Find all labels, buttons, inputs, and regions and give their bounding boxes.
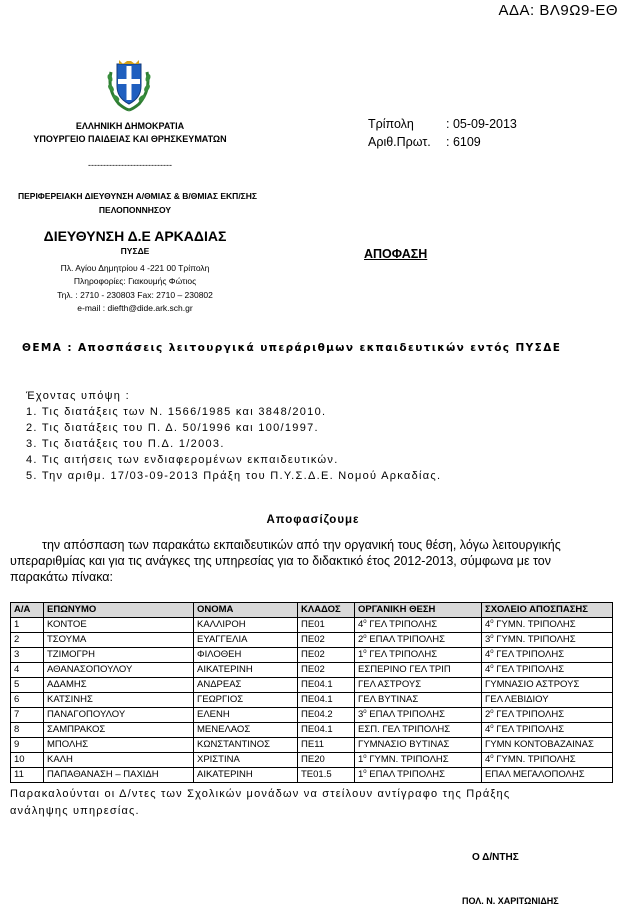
cell-secondment-school-text: ΓΕΛ ΤΡΙΠΟΛΗΣ [493, 649, 565, 660]
col-header-branch: ΚΛΑΔΟΣ [298, 603, 355, 618]
consideration-item: 5. Την αριθμ. 17/03-09-2013 Πράξη του Π.Υ.Σ.Δ.Ε. Νομού Αρκαδίας. [26, 470, 442, 482]
cell-secondment-school-text: ΓΕΛ ΤΡΙΠΟΛΗΣ [493, 664, 565, 675]
cell-organic-post-ordinal: 1 [358, 754, 364, 765]
col-header-name: ΟΝΟΜΑ [194, 603, 298, 618]
cell-aa: 8 [11, 723, 44, 738]
cell-secondment-school-text: ΓΥΜΝ. ΤΡΙΠΟΛΗΣ [493, 754, 576, 765]
footnote [10, 786, 614, 820]
cell-organic-post-ordinal: 1 [358, 649, 364, 660]
cell-name: ΓΕΩΡΓΙΟΣ [194, 693, 298, 708]
issuer-ministry: ΥΠΟΥΡΓΕΙΟ ΠΑΙΔΕΙΑΣ ΚΑΙ ΘΡΗΣΚΕΥΜΑΤΩΝ [33, 134, 227, 144]
cell-organic-post-text: ΕΠΑΛ ΤΡΙΠΟΛΗΣ [366, 634, 446, 645]
cell-name: ΕΥΑΓΓΕΛΙΑ [194, 633, 298, 648]
cell-aa: 11 [11, 768, 44, 783]
cell-surname: ΑΔΑΜΗΣ [44, 678, 194, 693]
cell-name: ΚΩΝΣΤΑΝΤΙΝΟΣ [194, 738, 298, 753]
cell-secondment-school [482, 723, 613, 738]
intro-line-2: υπεραριθμίας και για τις ανάγκες της υπηρεσίας για το διδακτικό έτος 2012-2013, σύμφωνα με τον [10, 554, 551, 568]
cell-surname: ΤΣΟΥΜΑ [44, 633, 194, 648]
cell-organic-post [355, 633, 482, 648]
cell-organic-post-text: ΓΕΛ ΤΡΙΠΟΛΗΣ [366, 619, 438, 630]
cell-name: ΦΙΛΟΘΕΗ [194, 648, 298, 663]
considerations-list [26, 388, 441, 484]
cell-organic-post-text: ΓΕΛ ΒΥΤΙΝΑΣ [358, 694, 419, 705]
cell-secondment-school-text: ΓΕΛ ΤΡΙΠΟΛΗΣ [493, 724, 565, 735]
cell-surname: ΚΑΤΣΙΝΗΣ [44, 693, 194, 708]
cell-organic-post-ordinal: 3 [358, 709, 364, 720]
cell-secondment-school-ordinal: 4 [485, 724, 491, 735]
intro-line-1: την απόσπαση των παρακάτω εκπαιδευτικών από την οργανική τους θέση, λόγω λειτουργικής [42, 538, 561, 552]
cell-aa: 5 [11, 678, 44, 693]
cell-organic-post-ordinal: 4 [358, 619, 364, 630]
protocol-label: Αριθ.Πρωτ. [368, 135, 431, 149]
cell-secondment-school-text: ΓΕΛ ΤΡΙΠΟΛΗΣ [493, 709, 565, 720]
cell-organic-post-text: ΓΥΜΝΑΣΙΟ ΒΥΤΙΝΑΣ [358, 739, 450, 750]
cell-branch: ΠΕ11 [298, 738, 355, 753]
cell-secondment-school [482, 768, 613, 783]
cell-secondment-school [482, 738, 613, 753]
cell-organic-post [355, 768, 482, 783]
cell-branch: ΠΕ02 [298, 663, 355, 678]
col-header-secondment-school: ΣΧΟΛΕΙΟ ΑΠΟΣΠΑΣΗΣ [482, 603, 613, 618]
cell-organic-post [355, 618, 482, 633]
cell-secondment-school [482, 663, 613, 678]
cell-aa: 2 [11, 633, 44, 648]
decision-intro [10, 537, 612, 585]
cell-name: ΑΝΔΡΕΑΣ [194, 678, 298, 693]
table-row [11, 723, 613, 738]
cell-secondment-school-text: ΕΠΑΛ ΜΕΓΑΛΟΠΟΛΗΣ [485, 769, 585, 780]
cell-branch: ΤΕ01.5 [298, 768, 355, 783]
decide-heading: Αποφασίζουμε [266, 514, 360, 526]
cell-branch: ΠΕ02 [298, 648, 355, 663]
place-label: Τρίπολη [368, 117, 414, 131]
considerations-heading: Έχοντας υπόψη : [26, 390, 130, 402]
cell-aa: 9 [11, 738, 44, 753]
cell-organic-post-text: ΕΠΑΛ ΤΡΙΠΟΛΗΣ [366, 769, 446, 780]
ordinal-suffix: ο [363, 618, 367, 625]
footnote-line-1: Παρακαλούνται οι Δ/ντες των Σχολικών μονάδων να στείλουν αντίγραφο της Πράξης [10, 788, 511, 800]
cell-organic-post [355, 723, 482, 738]
table-row [11, 708, 613, 723]
place-date [368, 117, 517, 131]
cell-organic-post [355, 708, 482, 723]
regional-directorate-line2: ΠΕΛΟΠΟΝΝΗΣΟΥ [98, 205, 172, 215]
cell-secondment-school-text: ΓΥΜΝ. ΤΡΙΠΟΛΗΣ [493, 619, 576, 630]
consideration-item: 2. Τις διατάξεις του Π. Δ. 50/1996 και 100/1997. [26, 422, 319, 434]
table-row [11, 753, 613, 768]
cell-organic-post-text: ΕΣΠ. ΓΕΛ ΤΡΙΠΟΛΗΣ [358, 724, 451, 735]
cell-organic-post [355, 753, 482, 768]
protocol-value: : 6109 [446, 135, 481, 149]
cell-aa: 4 [11, 663, 44, 678]
ordinal-suffix: ο [363, 753, 367, 760]
cell-branch: ΠΕ04.2 [298, 708, 355, 723]
cell-secondment-school-text: ΓΥΜΝ. ΤΡΙΠΟΛΗΣ [493, 634, 576, 645]
cell-secondment-school [482, 753, 613, 768]
cell-organic-post-text: ΕΣΠΕΡΙΝΟ ΓΕΛ ΤΡΙΠ [358, 664, 451, 675]
issuer-country: ΕΛΛΗΝΙΚΗ ΔΗΜΟΚΡΑΤΙΑ [75, 121, 185, 131]
ordinal-suffix: ο [490, 663, 494, 670]
cell-organic-post-text: ΕΠΑΛ ΤΡΙΠΟΛΗΣ [366, 709, 446, 720]
cell-secondment-school-ordinal: 4 [485, 754, 491, 765]
cell-secondment-school-ordinal: 4 [485, 649, 491, 660]
ordinal-suffix: ο [490, 648, 494, 655]
cell-secondment-school-text: ΓΕΛ ΛΕΒΙΔΙΟΥ [485, 694, 549, 705]
cell-branch: ΠΕ20 [298, 753, 355, 768]
cell-secondment-school [482, 618, 613, 633]
cell-branch: ΠΕ04.1 [298, 723, 355, 738]
cell-secondment-school-text: ΓΥΜΝ ΚΟΝΤΟΒΑΖΑΙΝΑΣ [485, 739, 594, 750]
cell-organic-post [355, 648, 482, 663]
secondment-table [10, 602, 613, 783]
cell-name: ΕΛΕΝΗ [194, 708, 298, 723]
table-row [11, 678, 613, 693]
consideration-item: 3. Τις διατάξεις του Π.Δ. 1/2003. [26, 438, 225, 450]
cell-secondment-school-ordinal: 2 [485, 709, 491, 720]
sender-email: e-mail : diefth@dide.ark.sch.gr [77, 303, 193, 313]
cell-surname: ΜΠΟΛΗΣ [44, 738, 194, 753]
cell-branch: ΠΕ02 [298, 633, 355, 648]
ordinal-suffix: ο [490, 618, 494, 625]
cell-organic-post [355, 738, 482, 753]
footnote-line-2: ανάληψης υπηρεσίας. [10, 805, 140, 817]
consideration-item: 1. Τις διατάξεις των Ν. 1566/1985 και 3848/2010. [26, 406, 327, 418]
date-value: : 05-09-2013 [446, 117, 517, 131]
cell-surname: ΚΑΛΗ [44, 753, 194, 768]
cell-name: ΧΡΙΣΤΙΝΑ [194, 753, 298, 768]
table-row [11, 663, 613, 678]
cell-organic-post [355, 693, 482, 708]
cell-organic-post-ordinal: 1 [358, 769, 364, 780]
cell-surname: ΠΑΝΑΓΟΠΟΥΛΟΥ [44, 708, 194, 723]
cell-secondment-school [482, 648, 613, 663]
cell-aa: 6 [11, 693, 44, 708]
cell-secondment-school [482, 708, 613, 723]
sender-info: Πληροφορίες: Γιακουμής Φώτιος [73, 276, 197, 286]
cell-organic-post-ordinal: 2 [358, 634, 364, 645]
col-header-aa: Α/Α [11, 603, 44, 618]
cell-aa: 3 [11, 648, 44, 663]
cell-organic-post [355, 678, 482, 693]
cell-secondment-school [482, 678, 613, 693]
cell-secondment-school-ordinal: 4 [485, 664, 491, 675]
cell-secondment-school [482, 633, 613, 648]
signature-name: ΠΟΛ. Ν. ΧΑΡΙΤΩΝΙΔΗΣ [462, 896, 559, 906]
table-row [11, 633, 613, 648]
cell-aa: 1 [11, 618, 44, 633]
decision-title: ΑΠΟΦΑΣΗ [364, 247, 428, 261]
cell-organic-post [355, 663, 482, 678]
cell-surname: ΣΑΜΠΡΑΚΟΣ [44, 723, 194, 738]
ordinal-suffix: ο [363, 648, 367, 655]
table-row [11, 618, 613, 633]
directorate-name: ΔΙΕΥΘΥΝΣΗ Δ.Ε ΑΡΚΑΔΙΑΣ [43, 228, 227, 244]
table-header-row [11, 603, 613, 618]
ordinal-suffix: ο [490, 633, 494, 640]
ordinal-suffix: ο [490, 753, 494, 760]
cell-surname: ΠΑΠΑΘΑΝΑΣΗ – ΠΑΧΙΔΗ [44, 768, 194, 783]
cell-branch: ΠΕ01 [298, 618, 355, 633]
ordinal-suffix: ο [363, 633, 367, 640]
ordinal-suffix: ο [490, 708, 494, 715]
ordinal-suffix: ο [363, 768, 367, 775]
ordinal-suffix: ο [490, 723, 494, 730]
col-header-surname: ΕΠΩΝΥΜΟ [44, 603, 194, 618]
protocol-number [368, 135, 481, 149]
cell-name: ΑΙΚΑΤΕΡΙΝΗ [194, 663, 298, 678]
cell-surname: ΚΟΝΤΟΕ [44, 618, 194, 633]
table-row [11, 648, 613, 663]
cell-organic-post-text: ΓΕΛ ΤΡΙΠΟΛΗΣ [366, 649, 438, 660]
ordinal-suffix: ο [363, 708, 367, 715]
cell-name: ΚΑΛΛΙΡΟΗ [194, 618, 298, 633]
consideration-item: 4. Τις αιτήσεις των ενδιαφερομένων εκπαιδευτικών. [26, 454, 339, 466]
unit-name: ΠΥΣΔΕ [120, 246, 150, 256]
cell-surname: ΑΘΑΝΑΣΟΠΟΥΛΟΥ [44, 663, 194, 678]
cell-secondment-school-ordinal: 3 [485, 634, 491, 645]
table-row [11, 768, 613, 783]
greek-emblem-icon [105, 58, 153, 112]
cell-branch: ΠΕ04.1 [298, 678, 355, 693]
ada-code: ΑΔΑ: ΒΛ9Ω9-ΕΘ [498, 2, 618, 19]
cell-aa: 10 [11, 753, 44, 768]
table-row [11, 693, 613, 708]
cell-organic-post-text: ΓΕΛ ΑΣΤΡΟΥΣ [358, 679, 422, 690]
cell-organic-post-text: ΓΥΜΝ. ΤΡΙΠΟΛΗΣ [366, 754, 449, 765]
subject-line: ΘΕΜΑ : Αποσπάσεις λειτουργικά υπεράριθμων εκπαιδευτικών εντός ΠΥΣΔΕ [22, 342, 562, 354]
sender-address: Πλ. Αγίου Δημητρίου 4 -221 00 Τρίπολη [60, 263, 210, 273]
regional-directorate-line1: ΠΕΡΙΦΕΡΕΙΑΚΗ ΔΙΕΥΘΥΝΣΗ Α/ΘΜΙΑΣ & Β/ΘΜΙΑΣ ΕΚΠ/ΣΗΣ [17, 191, 258, 201]
signature-title: Ο Δ/ΝΤΗΣ [472, 852, 519, 863]
cell-secondment-school-ordinal: 4 [485, 619, 491, 630]
cell-aa: 7 [11, 708, 44, 723]
col-header-organic-post: ΟΡΓΑΝΙΚΗ ΘΕΣΗ [355, 603, 482, 618]
cell-secondment-school [482, 693, 613, 708]
header-separator: ---------------------------- [88, 160, 172, 170]
cell-branch: ΠΕ04.1 [298, 693, 355, 708]
cell-secondment-school-text: ΓΥΜΝΑΣΙΟ ΑΣΤΡΟΥΣ [485, 679, 580, 690]
cell-surname: ΤΖΙΜΟΓΡΗ [44, 648, 194, 663]
table-row [11, 738, 613, 753]
intro-line-3: παρακάτω πίνακα: [10, 570, 114, 584]
cell-name: ΜΕΝΕΛΑΟΣ [194, 723, 298, 738]
sender-phone: Τηλ. : 2710 - 230803 Fax: 2710 – 230802 [57, 290, 213, 300]
cell-name: ΑΙΚΑΤΕΡΙΝΗ [194, 768, 298, 783]
